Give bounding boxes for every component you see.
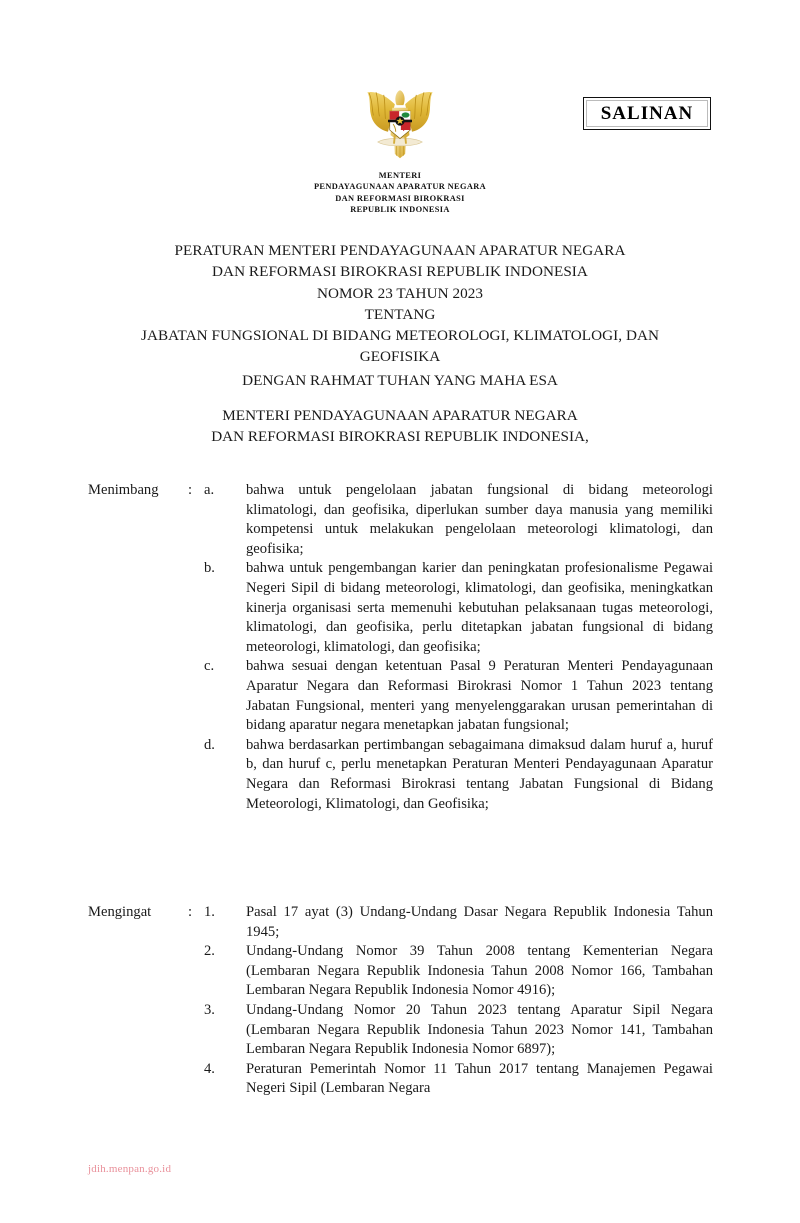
clause-text: bahwa sesuai dengan ketentuan Pasal 9 Peraturan Menteri Pendayagunaan Aparatur Negara dan Reformasi Birokrasi Nomor 1 Tahun 2023 tentang Jabatan Fungsional, menteri yang menyelenggarakan urusan pemerintahan di bidang aparatur negara menetapkan jabatan fungsional; (246, 658, 713, 734)
clause-marker: d. (204, 736, 215, 753)
ministry-heading (0, 170, 800, 216)
jdih-watermark: jdih.menpan.go.id (88, 1163, 172, 1175)
clause-text: bahwa berdasarkan pertimbangan sebagaimana dimaksud dalam huruf a, huruf b, dan huruf c, perlu menetapkan Peraturan Menteri Pendayagunaan Aparatur Negara dan Reformasi Birokrasi tentang Jabatan Fungsional di Bidang Meteorologi, Klimatologi, dan Geofisika; (246, 736, 713, 812)
ministry-line-2: PENDAYAGUNAAN APARATUR NEGARA (313, 182, 487, 192)
menimbang-clause-c (204, 657, 713, 735)
salinan-label: SALINAN (586, 100, 708, 127)
clause-text: Undang-Undang Nomor 20 Tahun 2023 tentang Aparatur Sipil Negara (Lembaran Negara Republik Indonesia Tahun 2023 Nomor 141, Tambahan Lembaran Negara Republik Indonesia Nomor 6897); (246, 1001, 713, 1058)
rahmat-line: DENGAN RAHMAT TUHAN YANG MAHA ESA (242, 372, 558, 389)
title-line-6: GEOFISIKA (359, 348, 441, 366)
menimbang-items (204, 481, 713, 814)
ministry-line-3: DAN REFORMASI BIROKRASI (335, 193, 465, 203)
mengingat-clause-3 (204, 1001, 713, 1060)
menimbang-label: Menimbang (88, 482, 159, 498)
clause-marker: 2. (204, 943, 215, 960)
menimbang-clause-d (204, 736, 713, 814)
signatory-line-2: DAN REFORMASI BIROKRASI REPUBLIK INDONESIA, (211, 428, 589, 446)
clause-text: bahwa untuk pengelolaan jabatan fungsional di bidang meteorologi klimatologi, dan geofisika, diperlukan sumber daya manusia yang memiliki kompetensi untuk melakukan pengelolaan meteorologi klimatologi, dan geofisika; (246, 482, 713, 557)
title-line-1: PERATURAN MENTERI PENDAYAGUNAAN APARATUR NEGARA (174, 242, 626, 259)
mengingat-section (88, 903, 713, 1099)
clause-text: Undang-Undang Nomor 39 Tahun 2008 tentang Kementerian Negara (Lembaran Negara Republik Indonesia Tahun 2008 Nomor 166, Tambahan Lembaran Negara Republik Indonesia Nomor 4916); (246, 943, 713, 999)
document-title (90, 240, 710, 368)
clause-text: Pasal 17 ayat (3) Undang-Undang Dasar Negara Republik Indonesia Tahun 1945; (246, 904, 713, 940)
menimbang-section (88, 481, 713, 814)
document-header (0, 0, 800, 232)
title-line-3: NOMOR 23 TAHUN 2023 (316, 284, 484, 302)
ministry-line-4: REPUBLIK INDONESIA (350, 205, 450, 215)
mengingat-label: Mengingat (88, 904, 152, 920)
clause-marker: a. (204, 482, 215, 498)
clause-marker: 1. (204, 904, 215, 920)
clause-marker: 3. (204, 1001, 215, 1018)
clause-text: Peraturan Pemerintah Nomor 11 Tahun 2017 tentang Manajemen Pegawai Negeri Sipil (Lembaran Negara (246, 1060, 713, 1097)
menimbang-colon: : (188, 482, 193, 498)
mengingat-clause-2 (204, 942, 713, 1001)
clause-marker: b. (204, 560, 215, 577)
menimbang-clause-a (204, 481, 713, 559)
mengingat-clause-4 (204, 1060, 713, 1099)
garuda-pancasila-emblem-icon (357, 82, 443, 166)
clause-text: bahwa untuk pengembangan karier dan peningkatan profesionalisme Pegawai Negeri Sipil di bidang meteorologi, klimatologi, dan geofisika, meningkatkan kinerja organisasi serta memenuhi kebutuhan pelaksanaan tugas meteorologi, klimatologi, dan geofisika, perlu ditetapkan jabatan fungsional di bidang meteorologi, klimatologi, dan geofisika; (246, 560, 713, 655)
title-line-5: JABATAN FUNGSIONAL DI BIDANG METEOROLOGI, KLIMATOLOGI, DAN (140, 327, 660, 345)
mengingat-colon: : (188, 904, 193, 920)
mengingat-items (204, 903, 713, 1099)
ministry-line-1: MENTERI (378, 171, 422, 180)
mengingat-clause-1 (204, 903, 713, 942)
signatory-heading (90, 405, 710, 448)
title-line-4: TENTANG (364, 305, 436, 323)
title-line-2: DAN REFORMASI BIROKRASI REPUBLIK INDONESIA (212, 263, 588, 281)
clause-marker: 4. (204, 1060, 215, 1077)
signatory-line-1: MENTERI PENDAYAGUNAAN APARATUR NEGARA (222, 407, 578, 424)
menimbang-clause-b (204, 559, 713, 657)
clause-marker: c. (204, 658, 215, 675)
salinan-stamp (583, 97, 711, 130)
